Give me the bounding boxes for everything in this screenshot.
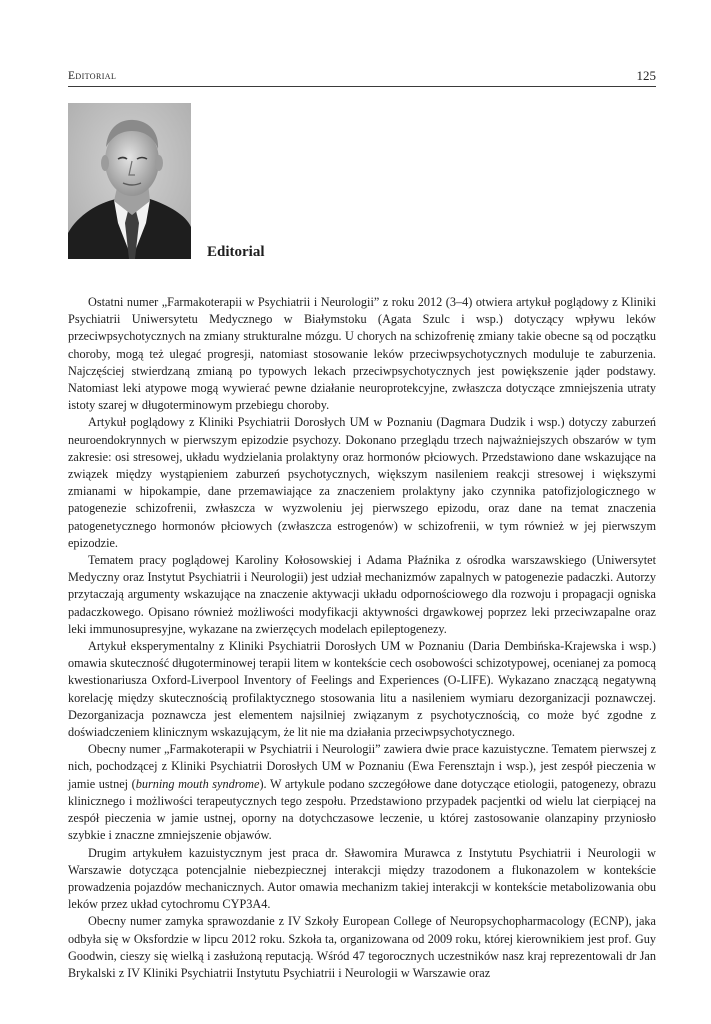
paragraph-6: Drugim artykułem kazuistycznym jest praca dr. Sławomira Murawca z Instytutu Psychiatrii i Neurologii w Warszawie dotycząca potencjalnie niebezpiecznej interakcji między trazodonem a flukonazolem w kontekście prowadzenia pojazdów mechanicznych. Autor omawia mechanizm takiej interakcji w kontekście metabolizowania obu leków przez układ cytochromu CYP3A4. (68, 845, 656, 912)
paragraph-7: Obecny numer zamyka sprawozdanie z IV Szkoły European College of Neuropsychopharmacology (ECNP), jaka odbyła się w Oksfordzie w lipcu 2012 roku. Szkoła ta, organizowana od 2009 roku, której kierownikiem jest prof. Guy Goodwin, cieszy się wielką i zasłużoną reputacją. Wśród 47 tegorocznych uczestników nasz kraj reprezentowali dr Jan Brykalski z IV Kliniki Psychiatrii Instytutu Psychiatrii i Neurologii w Warszawie oraz (68, 914, 656, 980)
paragraph-5-part-2: ). W artykule podano szczegółowe dane dotyczące etiologii, patogenezy, obrazu klinicznego i możliwości terapeutycznych tego zespołu. Przedstawiono przypadek pacjentki od wielu lat cierpiącej na zespół pieczenia w jamie ustnej, oporny na dotychczasowe leczenie, u której zastosowanie olanzapiny przyniosło szybkie i znaczne zmniejszenie objawów. (68, 776, 656, 843)
article-body (68, 294, 656, 982)
article-title: Editorial (207, 244, 265, 260)
running-head (68, 70, 656, 87)
author-photo-icon (68, 103, 191, 259)
paragraph-5-part-1: Obecny numer „Farmakoterapii w Psychiatrii i Neurologii” zawiera dwie prace kazuistyczne. Tematem pierwszej z nich, pochodzącej z Kliniki Psychiatrii Dorosłych UM w Poznaniu (Ewa Ferensztajn i wsp.), jest zespół pieczenia w jamie ustnej ( (68, 742, 656, 791)
paragraph-5 (68, 741, 656, 844)
author-photo (68, 103, 191, 259)
paragraph-3: Tematem pracy poglądowej Karoliny Kołosowskiej i Adama Płaźnika z ośrodka warszawskiego (Uniwersytet Medyczny oraz Instytut Psychiatrii i Neurologii) jest udział mechanizmów zapalnych w patogenezie padaczki. Autorzy przytaczają argumenty wskazujące na znaczenie aktywacji układu odpornościowego dla rozwoju i propagacji ogniska padaczkowego. Opisano również możliwości modyfikacji aktywności drgawkowej poprzez leki przeciwzapalne oraz leki immunosupresyjne, wykazane na zwierzęcych modelach epileptogenezy. (68, 553, 656, 636)
paragraph-2: Artykuł poglądowy z Kliniki Psychiatrii Dorosłych UM w Poznaniu (Dagmara Dudzik i wsp.) dotyczy zaburzeń neuroendokrynnych w pierwszym epizodzie psychozy. Dokonano przeglądu trzech najważniejszych obszarów w tym zakresie: osi stresowej, układu wydzielania prolaktyny oraz hormonów płciowych. Przedstawiono dane wskazujące na związek między wystąpieniem zaburzeń psychotycznych, większym nasileniem reakcji stresowej i większymi zmianami w hipokampie, dane przemawiające za znaczeniem prolaktyny jako czynnika patofizjologicznego w patogenezie schizofrenii, zwłaszcza w wyzwoleniu jej pierwszego epizodu, oraz dane na temat znaczenia patogenetycznego hormonów płciowych (zwłaszcza estrogenów) w schizofrenii, w tym również w jej pierwszym epizodzie. (68, 415, 656, 550)
paragraph-5-emphasis: burning mouth syndrome (135, 776, 260, 791)
paragraph-1: Ostatni numer „Farmakoterapii w Psychiatrii i Neurologii” z roku 2012 (3–4) otwiera artykuł poglądowy z Kliniki Psychiatrii Uniwersytetu Medycznego w Białymstoku (Agata Szulc i wsp.) dotyczący wpływu leków przeciwpsychotycznych na zmiany strukturalne mózgu. U chorych na schizofrenię zmiany takie obecne są od początku choroby, mogą też ulegać progresji, natomiast stosowanie leków przeciwpsychotycznych moduluje te zaburzenia. Najczęściej stwierdzaną zmianą po typowych lekach przeciwpsychotycznych jest powiększenie jąder podstawy. Natomiast leki atypowe mogą wywierać pewne działanie neuroprotekcyjne, zwłaszcza dotyczące zmniejszenia utraty istoty szarej w długoterminowym przebiegu choroby. (68, 295, 656, 413)
page-number: 125 (636, 68, 656, 83)
running-head-section: Editorial (68, 70, 117, 82)
paragraph-4: Artykuł eksperymentalny z Kliniki Psychiatrii Dorosłych UM w Poznaniu (Daria Dembińska-Krajewska i wsp.) omawia skuteczność długoterminowej terapii litem w kontekście cech osobowości schizotypowej, ocenianej za pomocą kwestionariusza Oxford-Liverpool Inventory of Feelings and Experiences (O-LIFE). Wykazano znaczącą negatywną korelację między skutecznością profilaktycznego stosowania litu a nasileniem wymiaru dezorganizacji poznawczej. Dezorganizacja poznawcza jest elementem najsilniej związanym z psychotycznością, co może być zgodne z doświadczeniem klinicznym wskazującym, że lit nie ma działania przeciwpsychotycznego. (68, 639, 656, 740)
